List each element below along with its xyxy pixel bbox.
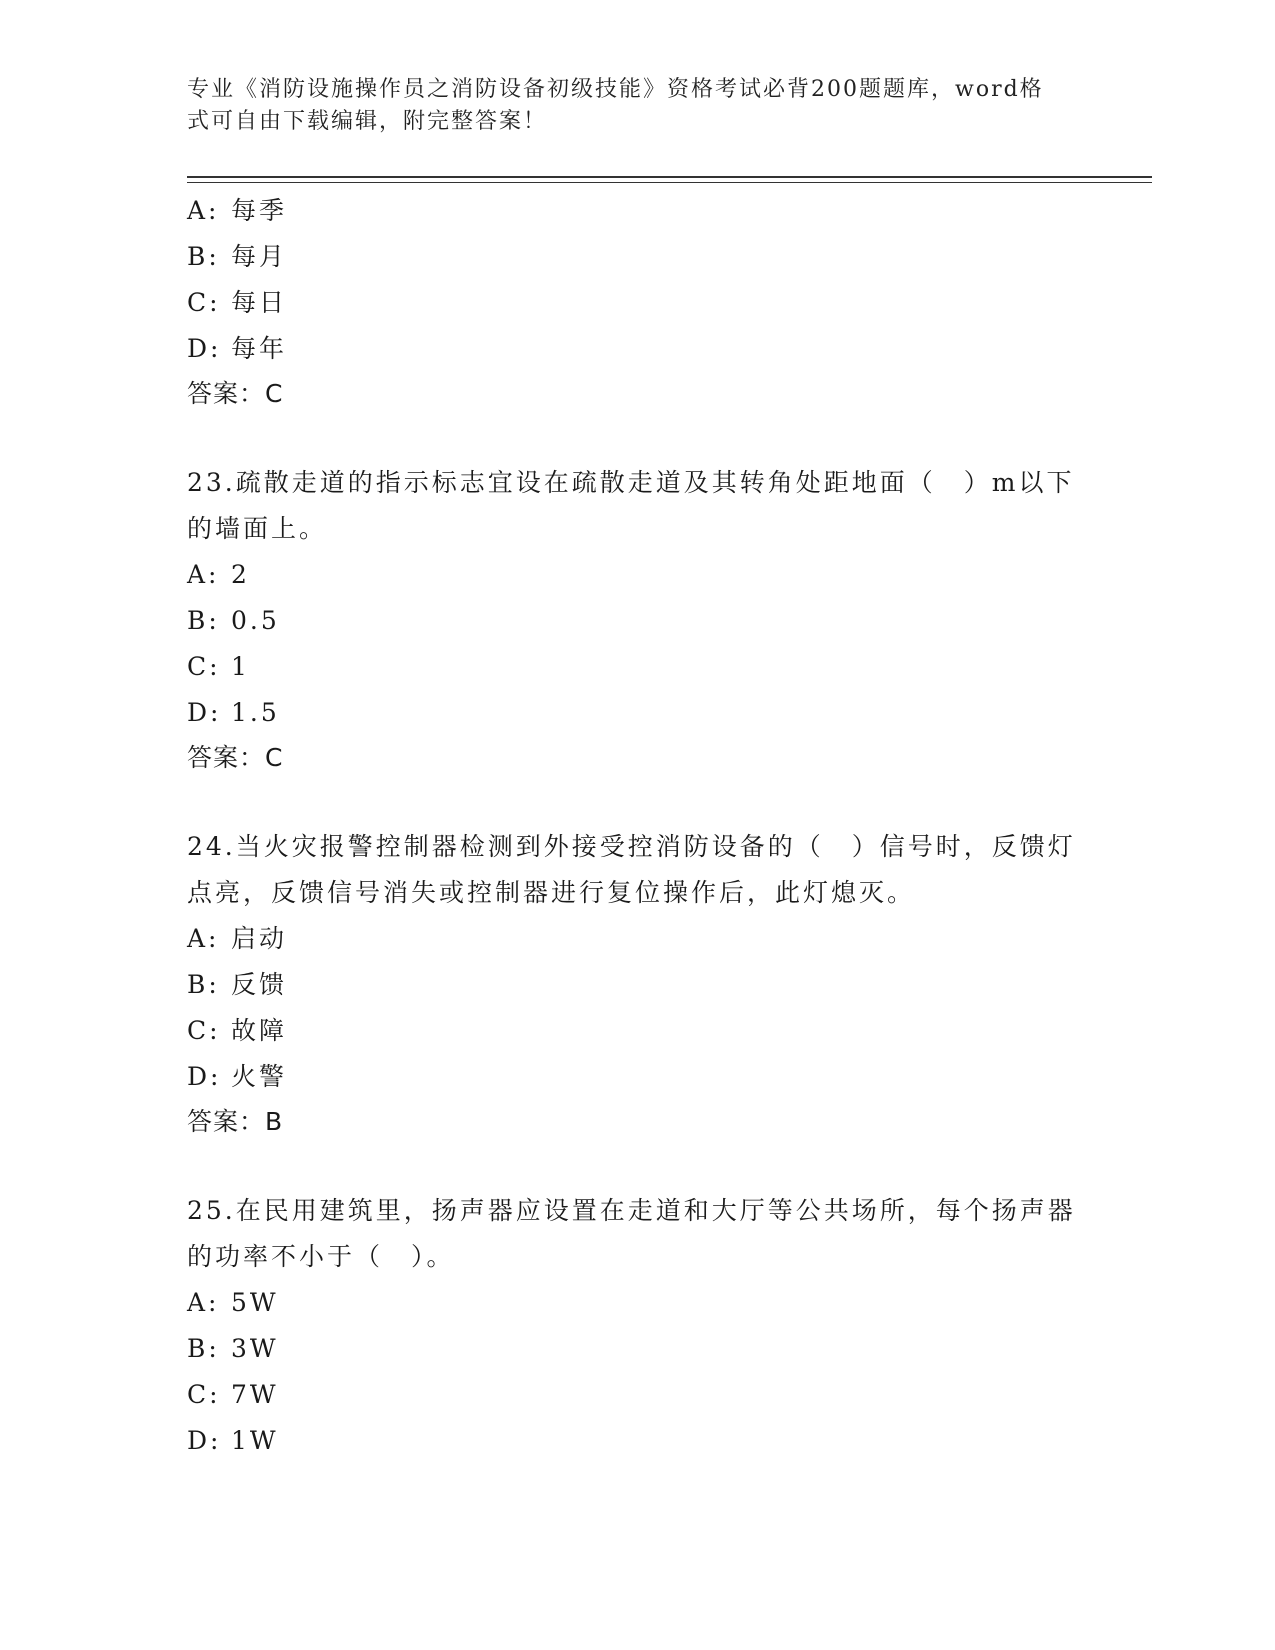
option-d xyxy=(187,326,1087,372)
question-block-25 xyxy=(187,1188,1087,1464)
option-letter: A: xyxy=(187,924,220,953)
option-text: 故障 xyxy=(231,1016,288,1045)
option-a xyxy=(187,552,1087,598)
option-b xyxy=(187,598,1087,644)
option-d xyxy=(187,690,1087,736)
option-a xyxy=(187,916,1087,962)
option-letter: B: xyxy=(187,1334,220,1363)
answer-line: 答案：C xyxy=(187,379,284,408)
option-text: 2 xyxy=(231,560,250,589)
option-text: 3W xyxy=(231,1334,279,1363)
option-text: 0.5 xyxy=(231,606,280,635)
question-block-24 xyxy=(187,824,1087,1144)
question-stem: 23.疏散走道的指示标志宜设在疏散走道及其转角处距地面（ ）m以下的墙面上。 xyxy=(187,468,1075,543)
option-b xyxy=(187,1326,1087,1372)
option-a xyxy=(187,1280,1087,1326)
option-letter: C: xyxy=(187,652,221,681)
answer-line: 答案：B xyxy=(187,1107,284,1136)
option-text: 7W xyxy=(231,1380,279,1409)
question-stem: 25.在民用建筑里，扬声器应设置在走道和大厅等公共场所，每个扬声器的功率不小于（ ）。 xyxy=(187,1196,1076,1271)
option-letter: D: xyxy=(187,1426,222,1455)
option-text: 1 xyxy=(231,652,250,681)
question-content xyxy=(187,188,1087,1464)
option-c xyxy=(187,644,1087,690)
option-b xyxy=(187,962,1087,1008)
question-block-22-continued xyxy=(187,188,1087,416)
option-letter: A: xyxy=(187,1288,220,1317)
option-text: 反馈 xyxy=(231,970,288,999)
option-text: 每日 xyxy=(231,288,288,317)
question-block-23 xyxy=(187,460,1087,780)
option-text: 每季 xyxy=(231,196,288,225)
option-b xyxy=(187,234,1087,280)
option-letter: B: xyxy=(187,606,220,635)
header-rule-thin xyxy=(187,182,1152,183)
question-stem: 24.当火灾报警控制器检测到外接受控消防设备的（ ）信号时，反馈灯点亮，反馈信号消失或控制器进行复位操作后，此灯熄灭。 xyxy=(187,832,1076,907)
option-text: 火警 xyxy=(231,1062,288,1091)
option-letter: C: xyxy=(187,1380,221,1409)
header-rule-thick xyxy=(187,176,1152,178)
option-letter: B: xyxy=(187,242,220,271)
option-text: 5W xyxy=(231,1288,279,1317)
option-text: 每年 xyxy=(231,334,288,363)
option-letter: C: xyxy=(187,1016,221,1045)
option-c xyxy=(187,280,1087,326)
option-letter: B: xyxy=(187,970,220,999)
option-text: 1.5 xyxy=(231,698,280,727)
option-d xyxy=(187,1418,1087,1464)
document-header: 专业《消防设施操作员之消防设备初级技能》资格考试必背200题题库，word格式可自由下载编辑，附完整答案！ xyxy=(187,77,1044,134)
option-c xyxy=(187,1372,1087,1418)
option-letter: C: xyxy=(187,288,221,317)
option-letter: D: xyxy=(187,698,222,727)
option-letter: A: xyxy=(187,560,220,589)
option-letter: D: xyxy=(187,334,222,363)
option-c xyxy=(187,1008,1087,1054)
option-text: 1W xyxy=(231,1426,279,1455)
option-text: 每月 xyxy=(231,242,288,271)
option-text: 启动 xyxy=(231,924,288,953)
option-letter: A: xyxy=(187,196,220,225)
option-letter: D: xyxy=(187,1062,222,1091)
option-a xyxy=(187,188,1087,234)
answer-line: 答案：C xyxy=(187,743,284,772)
option-d xyxy=(187,1054,1087,1100)
